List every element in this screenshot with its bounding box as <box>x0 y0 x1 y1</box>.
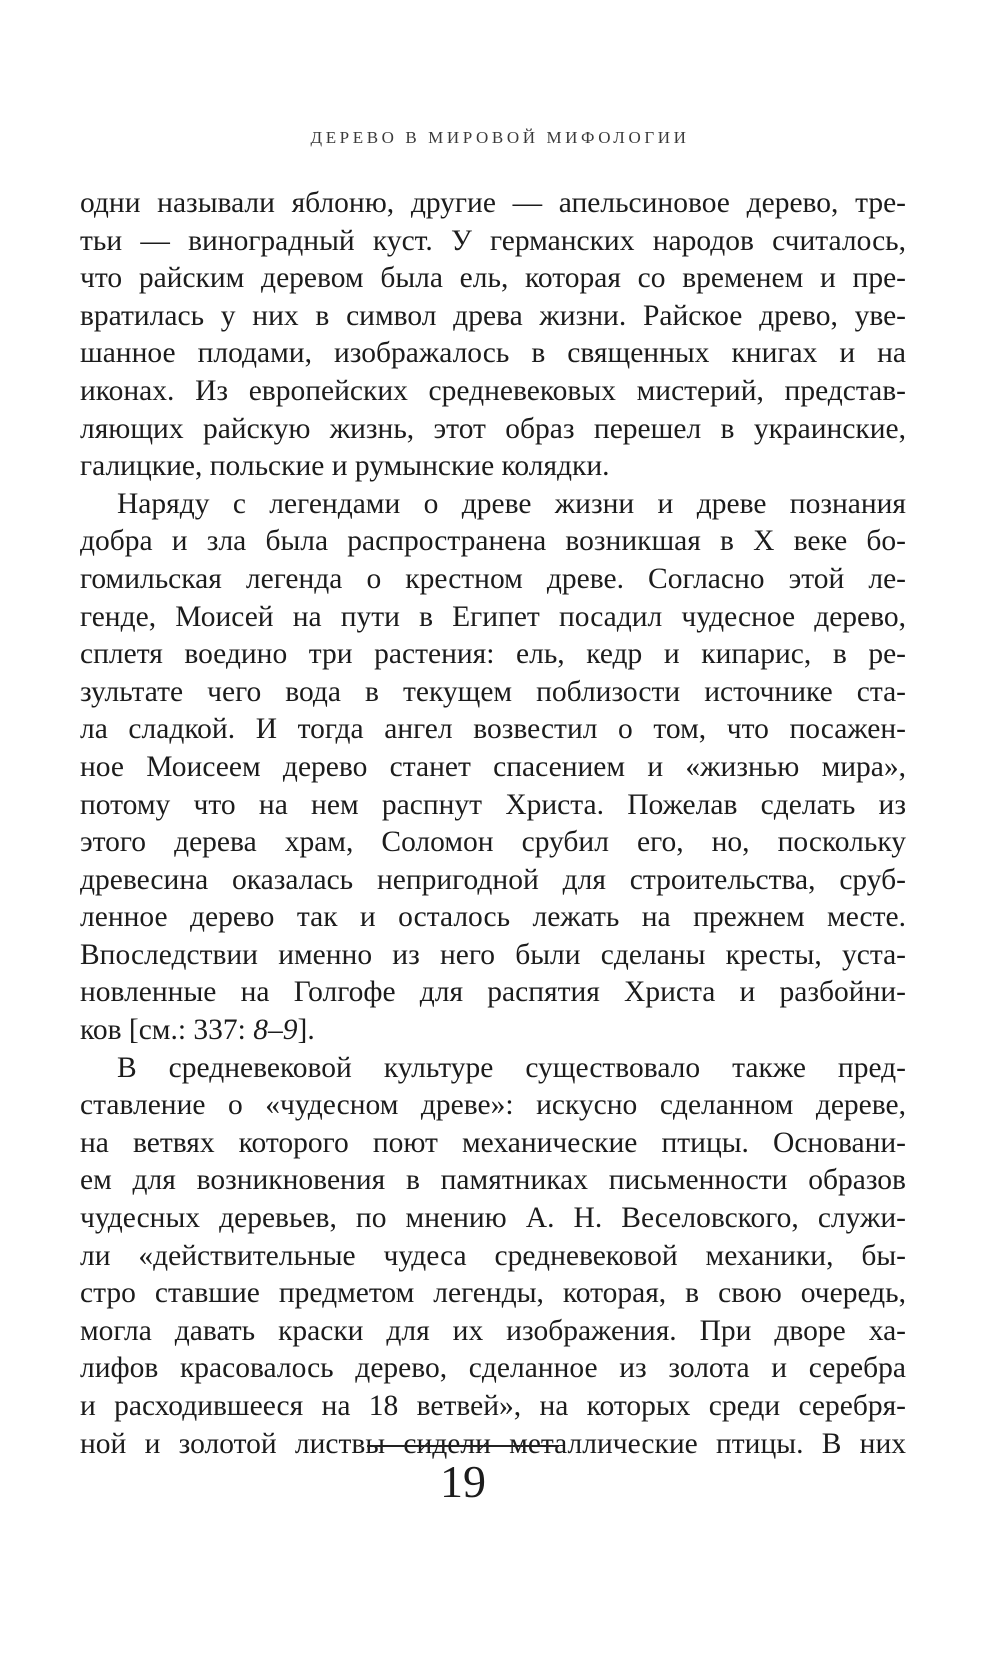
running-head: ДЕРЕВО В МИРОВОЙ МИФОЛОГИИ <box>310 128 690 147</box>
text-line: одни называли яблоню, другие — апельсиновое дерево, тре- <box>80 187 906 219</box>
text-line: зультате чего вода в текущем поблизости источнике ста- <box>80 675 906 708</box>
footer-rule <box>367 1445 559 1447</box>
text-line: иконах. Из европейских средневековых мистерий, представ- <box>80 374 906 407</box>
body-text <box>80 185 906 1463</box>
text-line: Наряду с легендами о древе жизни и древе познания <box>117 487 906 520</box>
text-line-citation <box>80 1012 906 1050</box>
text-line: ем для возникновения в памятниках письменности образов <box>80 1164 906 1197</box>
citation-pages: 8–9 <box>253 1014 298 1047</box>
text-line: сплетя воедино три растения: ель, кедр и кипарис, в ре- <box>80 638 906 671</box>
text-line: тьи — виноградный куст. У германских народов считалось, <box>80 224 906 257</box>
text-line: добра и зла была распространена возникшая в X веке бо- <box>80 525 906 558</box>
text-line: гомильская легенда о крестном древе. Согласно этой ле- <box>80 562 906 595</box>
text-line: ной и золотой листвы сидели металлические птицы. В них <box>80 1427 906 1460</box>
page-number: 19 <box>440 1456 486 1507</box>
text-line: ли «действительные чудеса средневековой механики, бы- <box>80 1239 906 1272</box>
text-line: ставление о «чудесном древе»: искусно сделанном дереве, <box>80 1089 906 1122</box>
text-line: ленное дерево так и осталось лежать на прежнем месте. <box>80 901 906 934</box>
text-line: потому что на нем распнут Христа. Пожелав сделать из <box>80 788 906 821</box>
text-line: В средневековой культуре существовало также пред- <box>117 1051 906 1084</box>
text-line: ляющих райскую жизнь, этот образ перешел в украинские, <box>80 412 906 445</box>
text-line: галицкие, польские и румынские колядки. <box>80 450 610 483</box>
text-line: могла давать краски для их изображения. При дворе ха- <box>80 1314 906 1347</box>
paragraph-2 <box>80 486 906 1050</box>
text-line: новленные на Голгофе для распятия Христа и разбойни- <box>80 976 906 1009</box>
text-line: Впоследствии именно из него были сделаны кресты, уста- <box>80 938 906 971</box>
text-line: шанное плодами, изображалось в священных книгах и на <box>80 337 906 370</box>
paragraph-1 <box>80 185 906 486</box>
text-line: чудесных деревьев, по мнению А. Н. Веселовского, служи- <box>80 1202 906 1235</box>
text-line: на ветвях которого поют механические птицы. Основани- <box>80 1126 906 1159</box>
text-line: этого дерева храм, Соломон срубил его, но, поскольку <box>80 826 906 859</box>
text-line: ла сладкой. И тогда ангел возвестил о том, что посажен- <box>80 713 906 746</box>
text-line: ное Моисеем дерево станет спасением и «жизнью мира», <box>80 750 906 783</box>
text-line: что райским деревом была ель, которая со временем и пре- <box>80 262 906 295</box>
text-line: лифов красовалось дерево, сделанное из золота и серебра <box>80 1352 906 1385</box>
paragraph-3 <box>80 1050 906 1464</box>
text-line: и расходившееся на 18 ветвей», на которых среди серебря- <box>80 1390 906 1422</box>
text-line: древесина оказалась непригодной для строительства, сруб- <box>80 863 906 896</box>
text-line: стро ставшие предметом легенды, которая, в свою очередь, <box>80 1277 906 1310</box>
text-line: вратилась у них в символ древа жизни. Райское древо, уве- <box>80 299 906 332</box>
citation-close: ]. <box>297 1014 315 1047</box>
citation-text: ков [см.: 337: <box>80 1014 254 1047</box>
text-line: генде, Моисей на пути в Египет посадил чудесное дерево, <box>80 600 906 633</box>
